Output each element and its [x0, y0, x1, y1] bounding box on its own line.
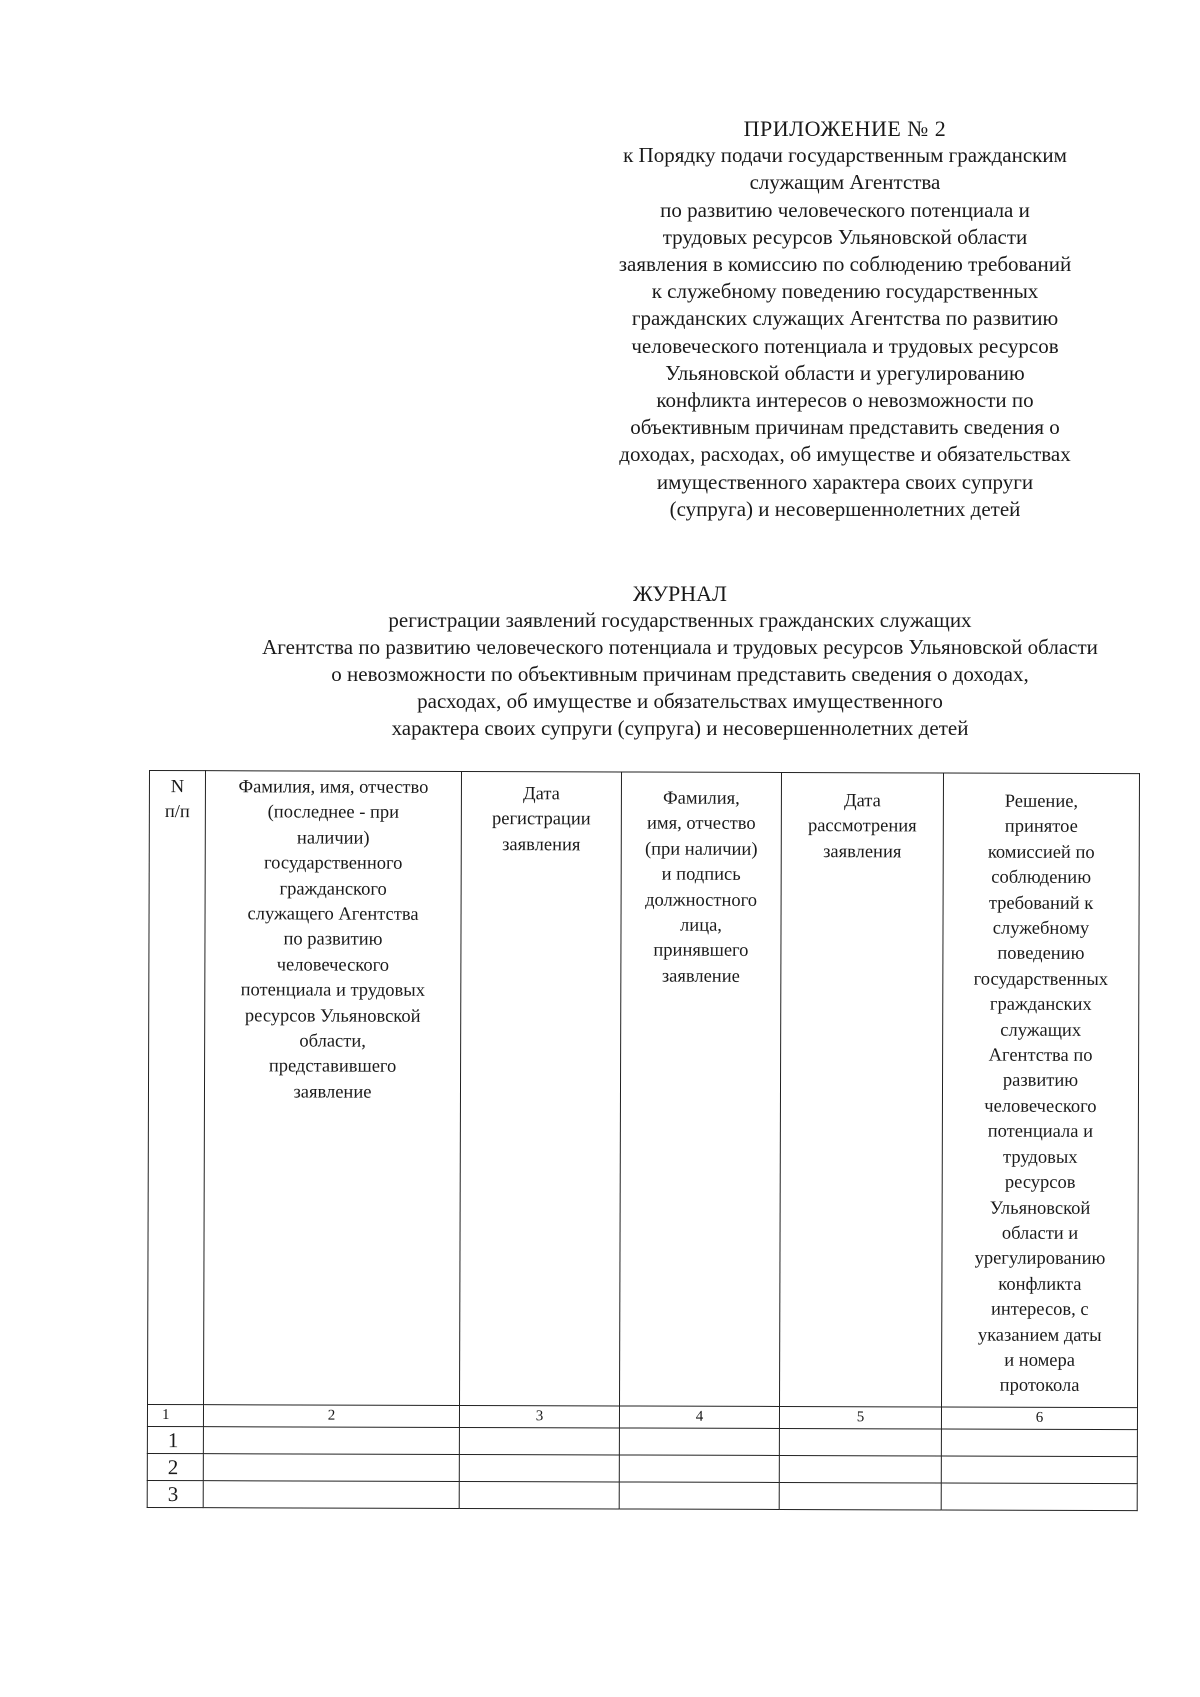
- column-number-row: [147, 1404, 1137, 1429]
- header-text: Фамилия, имя, отчество (последнее - при наличии) государственного гражданского служащего Агентства по развитию человеческого потенциала и трудовых ресурсов Ульяновской области, представившего заявление: [238, 777, 429, 1103]
- column-header-registration-date: [460, 771, 622, 1405]
- column-header-official-name-signature: [620, 772, 782, 1406]
- table-cell: [779, 1482, 941, 1510]
- column-header-employee-name: [204, 771, 462, 1406]
- column-number: 1: [147, 1404, 203, 1426]
- appendix-line: к служебному поведению государственных: [651, 279, 1039, 304]
- journal-subtitle-line: Агентства по развитию человеческого потенциала и трудовых ресурсов Ульяновской области: [262, 635, 1098, 659]
- table-header-row: [148, 771, 1140, 1408]
- table-cell: [203, 1427, 459, 1455]
- appendix-line: (супруга) и несовершеннолетних детей: [669, 496, 1021, 521]
- column-number: 2: [203, 1405, 459, 1428]
- appendix-line: объективным причинам представить сведения о: [630, 415, 1060, 440]
- journal-title: ЖУРНАЛ: [633, 581, 727, 606]
- table-cell: [619, 1428, 779, 1456]
- registration-table: [147, 770, 1140, 1511]
- column-header-number: [148, 771, 206, 1405]
- appendix-line: заявления в комиссию по соблюдению требований: [618, 252, 1072, 277]
- table-cell: [203, 1454, 459, 1482]
- appendix-line: доходах, расходах, об имуществе и обязательствах: [619, 442, 1071, 467]
- table-cell: [203, 1481, 459, 1509]
- table-cell: [941, 1483, 1137, 1511]
- table-cell: [779, 1455, 941, 1483]
- row-number: 3: [147, 1480, 203, 1507]
- appendix-line: конфликта интересов о невозможности по: [656, 388, 1034, 413]
- appendix-line: гражданских служащих Агентства по развитию: [631, 306, 1059, 331]
- journal-heading: [140, 580, 1200, 742]
- column-number: 6: [941, 1407, 1137, 1430]
- column-number: 4: [619, 1406, 779, 1429]
- table-cell: [941, 1429, 1137, 1457]
- table-cell: [619, 1482, 779, 1510]
- journal-subtitle-line: расходах, об имуществе и обязательствах имущественного: [417, 689, 943, 713]
- appendix-line: Ульяновской области и урегулированию: [665, 360, 1025, 385]
- table-cell: [779, 1428, 941, 1456]
- table-cell: [619, 1455, 779, 1483]
- table-cell: [459, 1427, 619, 1455]
- column-header-commission-decision: [942, 773, 1140, 1408]
- header-text: Фамилия, имя, отчество (при наличии) и подпись должностного лица, принявшего заявление: [644, 788, 758, 987]
- row-number: 2: [147, 1453, 203, 1480]
- header-text: Дата регистрации заявления: [491, 784, 591, 856]
- journal-subtitle-line: характера своих супруги (супруга) и несовершеннолетних детей: [391, 716, 969, 740]
- row-number: 1: [147, 1426, 203, 1453]
- table-cell: [459, 1481, 619, 1509]
- table-cell: [459, 1454, 619, 1482]
- appendix-line: имущественного характера своих супруги: [656, 469, 1034, 494]
- journal-subtitle-line: о невозможности по объективным причинам представить сведения о доходах,: [331, 662, 1029, 686]
- table-cell: [941, 1456, 1137, 1484]
- appendix-line: к Порядку подачи государственным гражданским: [623, 143, 1067, 168]
- header-text: Дата рассмотрения заявления: [807, 791, 917, 863]
- appendix-line: человеческого потенциала и трудовых ресурсов: [631, 333, 1059, 358]
- column-number: 5: [779, 1406, 941, 1429]
- appendix-block: [590, 115, 1100, 523]
- column-header-review-date: [780, 772, 944, 1407]
- table-row: [147, 1426, 1137, 1456]
- appendix-title: ПРИЛОЖЕНИЕ № 2: [743, 116, 947, 141]
- appendix-line: служащим Агентства: [749, 170, 941, 195]
- journal-subtitle-line: регистрации заявлений государственных гражданских служащих: [388, 608, 972, 632]
- table-row: [147, 1480, 1137, 1510]
- header-text: N п/п: [164, 777, 190, 823]
- header-text: Решение, принятое комиссией по соблюдению требований к служебному поведению государственных гражданских служащих Агентства по развитию человеческого потенциала и трудовых ресурсов Ульяновской области и урегулированию конфликта интересов, с указанием даты и номера протокола: [973, 791, 1109, 1397]
- table-row: [147, 1453, 1137, 1483]
- appendix-line: по развитию человеческого потенциала и: [660, 197, 1030, 222]
- appendix-line: трудовых ресурсов Ульяновской области: [662, 224, 1028, 249]
- column-number: 3: [459, 1405, 619, 1428]
